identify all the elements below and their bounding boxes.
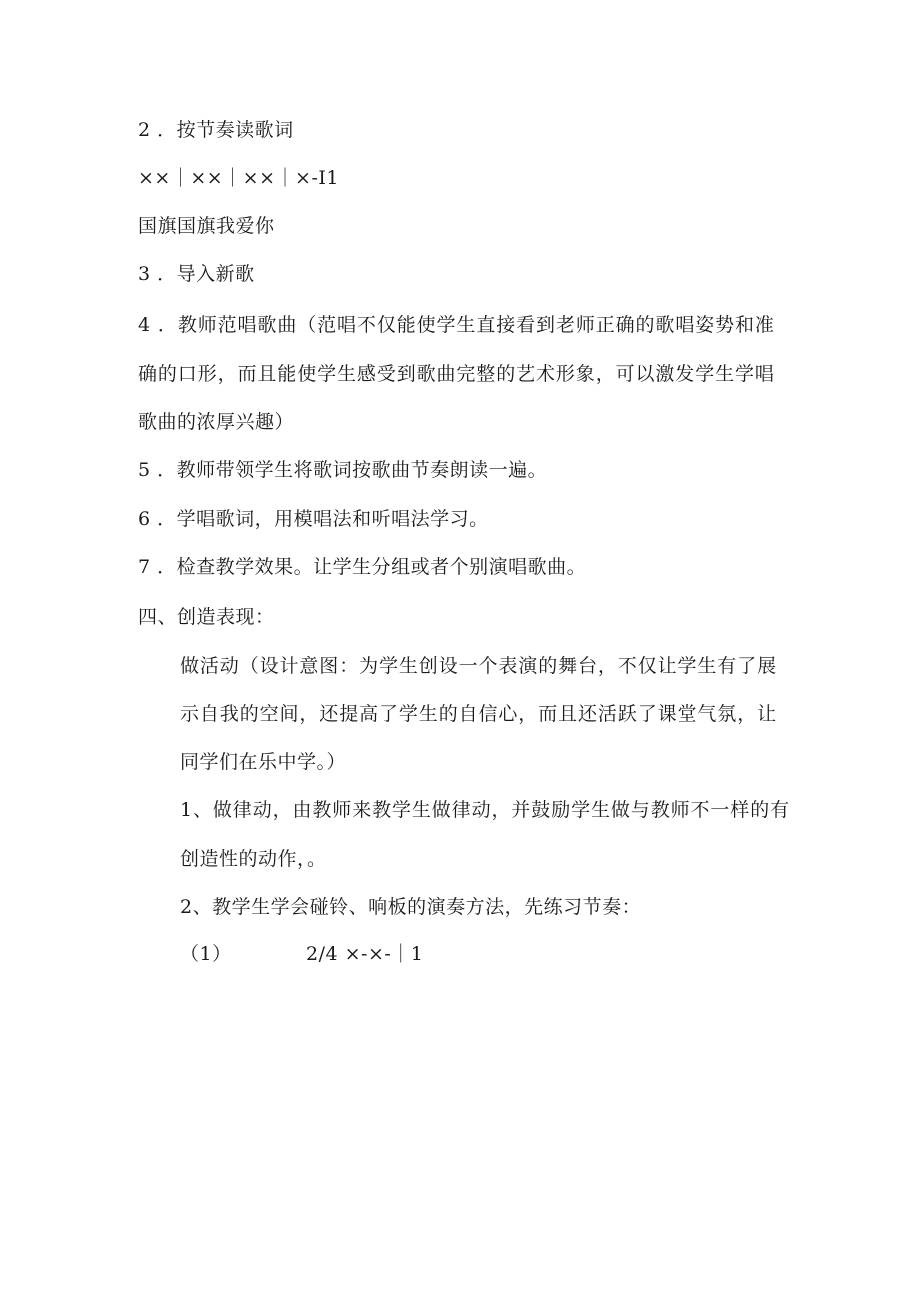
step-4-paragraph-line-1: 4 ．教师范唱歌曲（范唱不仅能使学生直接看到老师正确的歌唱姿势和准 <box>138 314 775 336</box>
instrument-paragraph: 2、教学生学会碰铃、响板的演奏方法，先练习节奏： <box>180 896 642 918</box>
step-6-paragraph: 6 ．学唱歌词，用模唱法和听唱法学习。 <box>138 508 489 530</box>
step-3-heading: 3 ．导入新歌 <box>138 263 255 285</box>
step-7-paragraph: 7 ．检查教学效果。让学生分组或者个别演唱歌曲。 <box>138 556 587 578</box>
rhythm-notation: ××｜××｜××｜×-I1 <box>138 167 339 189</box>
section-4-heading: 四、创造表现： <box>138 606 275 628</box>
exercise-number: （1） <box>180 943 232 965</box>
step-4-paragraph-line-3: 歌曲的浓厚兴趣） <box>138 411 295 433</box>
activity-paragraph-line-1: 做活动（设计意图：为学生创设一个表演的舞台，不仅让学生有了展 <box>180 655 778 677</box>
rhythm-exercise-line <box>180 942 423 966</box>
rhythm-movement-paragraph-line-1: 1、做律动，由教师来教学生做律动，并鼓励学生做与教师不一样的有 <box>180 799 790 821</box>
rhythm-movement-paragraph-line-2: 创造性的动作，。 <box>180 848 327 870</box>
step-5-paragraph: 5 ．教师带领学生将歌词按歌曲节奏朗读一遍。 <box>138 459 548 481</box>
activity-paragraph-line-2: 示自我的空间，还提高了学生的自信心，而且还活跃了课堂气氛，让 <box>180 703 778 725</box>
step-2-heading: 2 ．按节奏读歌词 <box>138 119 294 141</box>
step-4-paragraph-line-2: 确的口形，而且能使学生感受到歌曲完整的艺术形象，可以激发学生学唱 <box>138 363 775 385</box>
exercise-notation: 2/4 ×-×-｜1 <box>306 943 424 965</box>
lyrics-line: 国旗国旗我爱你 <box>138 215 275 237</box>
activity-paragraph-line-3: 同学们在乐中学。） <box>180 751 347 773</box>
